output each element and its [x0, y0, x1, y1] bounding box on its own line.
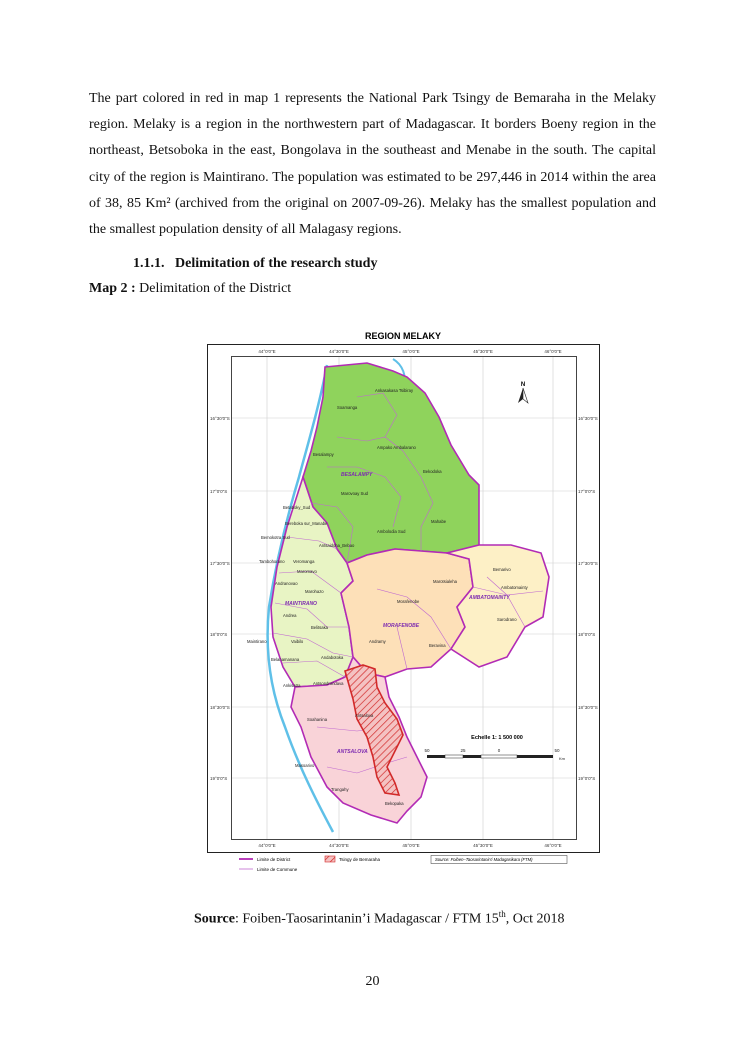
scale-title: Echelle 1: 1 500 000: [471, 735, 523, 741]
legend-park-swatch: [325, 856, 335, 862]
commune-label: Morafenobe: [397, 599, 420, 604]
commune-label: Andabotoka: [321, 655, 344, 660]
lat-tick-right: 18°30'0"S: [578, 705, 598, 710]
commune-label: Soamanga: [337, 405, 358, 410]
scale-unit: Km: [559, 756, 565, 761]
source-line: [194, 909, 565, 928]
map-title: REGION MELAKY: [364, 331, 442, 341]
page-number: 20: [365, 974, 380, 989]
commune-label: Antsondrondava: [313, 681, 344, 686]
commune-label: Antsalova: [355, 713, 374, 718]
commune-label: Trangahy: [331, 787, 349, 792]
section-heading: 1.1.1. Delimitation of the research study: [133, 256, 378, 271]
lon-tick-top: 44°30'0"E: [329, 349, 349, 354]
lon-tick-bottom: 45°30'0"E: [473, 843, 493, 848]
lat-tick-right: 16°30'0"S: [578, 416, 598, 421]
commune-label: Maromavo: [297, 569, 317, 574]
district-label: MAINTIRANO: [285, 601, 317, 607]
legend-source-label: Source: Foiben–Taosarintanin'i Madagasikara (FTM): [435, 857, 533, 862]
commune-label: Bekopaka: [385, 801, 404, 806]
commune-label: Ankisatra: [283, 683, 301, 688]
lat-tick-right: 18°0'0"S: [578, 632, 596, 637]
commune-label: Ankasakasa Tsibiray: [375, 388, 414, 393]
commune-label: Mahabe: [431, 519, 447, 524]
commune-label: Marohazo: [305, 589, 324, 594]
commune-label: Maintirano: [247, 639, 267, 644]
commune-label: Andramy: [369, 639, 386, 644]
body-paragraph: The part colored in red in map 1 represents the National Park Tsingy de Bemaraha in the Melaky region. Melaky is a region in the northwestern part of Madagascar. It borders Boeny region in the northeast, Betsoboka in the east, Bongolava in the southeast and Menabe in the south. The capital city of the region is Maintirano. The population was estimated to be 297,446 in 2014 within the area of 38, 85 Km² (archived from the original on 2007-09-26). Melaky has the smallest population and the smallest population density of all Malagasy regions.: [89, 91, 656, 238]
source-label: Source: [194, 911, 235, 927]
commune-label: Soahanina: [307, 717, 328, 722]
commune-label: Marovoay Sud: [341, 491, 368, 496]
commune-label: Ambatomainty: [501, 585, 528, 590]
map-legend: [239, 856, 567, 873]
lon-tick-top: 44°0'0"E: [258, 349, 276, 354]
source-tail: , Oct 2018: [505, 911, 565, 927]
map-caption-text: Delimitation of the District: [135, 281, 292, 296]
commune-label: Vaibilo: [291, 639, 304, 644]
commune-label: Andrea: [283, 613, 297, 618]
commune-label: Veromanga: [293, 559, 315, 564]
commune-label: Ambolodia Sud: [377, 529, 406, 534]
commune-label: Andranovao: [275, 581, 298, 586]
lon-tick-top: 46°0'0"E: [544, 349, 562, 354]
district-label: BESALAMPY: [341, 472, 373, 478]
lon-tick-bottom: 45°0'0"E: [402, 843, 420, 848]
commune-label: Besalampy: [313, 452, 334, 457]
commune-label: Betaboky_Sud: [283, 505, 311, 510]
commune-label: Belanamanana: [271, 657, 300, 662]
lon-tick-top: 45°0'0"E: [402, 349, 420, 354]
svg-text:N: N: [520, 382, 526, 388]
lon-tick-top: 45°30'0"E: [473, 349, 493, 354]
district-label: MORAFENOBE: [383, 623, 420, 629]
legend-commune-label: Limite de Commune: [257, 867, 298, 872]
source-sup: th: [498, 909, 506, 919]
lat-tick-left: 17°0'0"S: [210, 489, 228, 494]
region-map: [207, 327, 600, 878]
commune-label: Bereboka sur_Manabe: [285, 521, 328, 526]
lat-tick-left: 19°0'0"S: [210, 776, 228, 781]
lat-tick-left: 16°30'0"S: [210, 416, 230, 421]
lon-tick-bottom: 44°0'0"E: [258, 843, 276, 848]
district-label: ANTSALOVA: [337, 749, 368, 755]
lon-tick-bottom: 44°30'0"E: [329, 843, 349, 848]
commune-label: Masoarivo: [295, 763, 315, 768]
lon-tick-bottom: 46°0'0"E: [544, 843, 562, 848]
commune-label: Ampako Ambalarano: [377, 445, 416, 450]
lat-tick-left: 18°0'0"S: [210, 632, 228, 637]
scale-tick: 25: [460, 748, 466, 753]
map-caption: [89, 281, 291, 297]
lat-tick-right: 19°0'0"S: [578, 776, 596, 781]
legend-district-label: Limite de District: [257, 857, 291, 862]
commune-label: Sarodrano: [497, 617, 517, 622]
commune-label: Tambohorano: [259, 559, 285, 564]
scale-tick: 0: [497, 748, 501, 753]
source-text: : Foiben-Taosarintanin’i Madagascar / FTM 15: [234, 911, 499, 927]
scale-tick: 50: [554, 748, 560, 753]
lat-tick-right: 17°0'0"S: [578, 489, 596, 494]
map-caption-label: Map 2 :: [89, 281, 136, 296]
commune-label: Bemarivo: [493, 567, 511, 572]
commune-label: Marotsialeha: [433, 579, 457, 584]
commune-label: Bekodoka: [423, 469, 442, 474]
district-label: AMBATOMAINTY: [469, 595, 510, 601]
commune-label: Beravina: [429, 643, 446, 648]
commune-label: Belitsaka: [311, 625, 328, 630]
lat-tick-right: 17°30'0"S: [578, 561, 598, 566]
map-figure: [207, 327, 600, 878]
scale-tick: 50: [424, 748, 430, 753]
lat-tick-left: 17°30'0"S: [210, 561, 230, 566]
legend-park-label: Tsingy de Bemaraha: [339, 857, 381, 862]
commune-label: Bemokotra Sud: [261, 535, 290, 540]
lat-tick-left: 18°30'0"S: [210, 705, 230, 710]
commune-label: Antsaidoha_Bebao: [319, 543, 355, 548]
